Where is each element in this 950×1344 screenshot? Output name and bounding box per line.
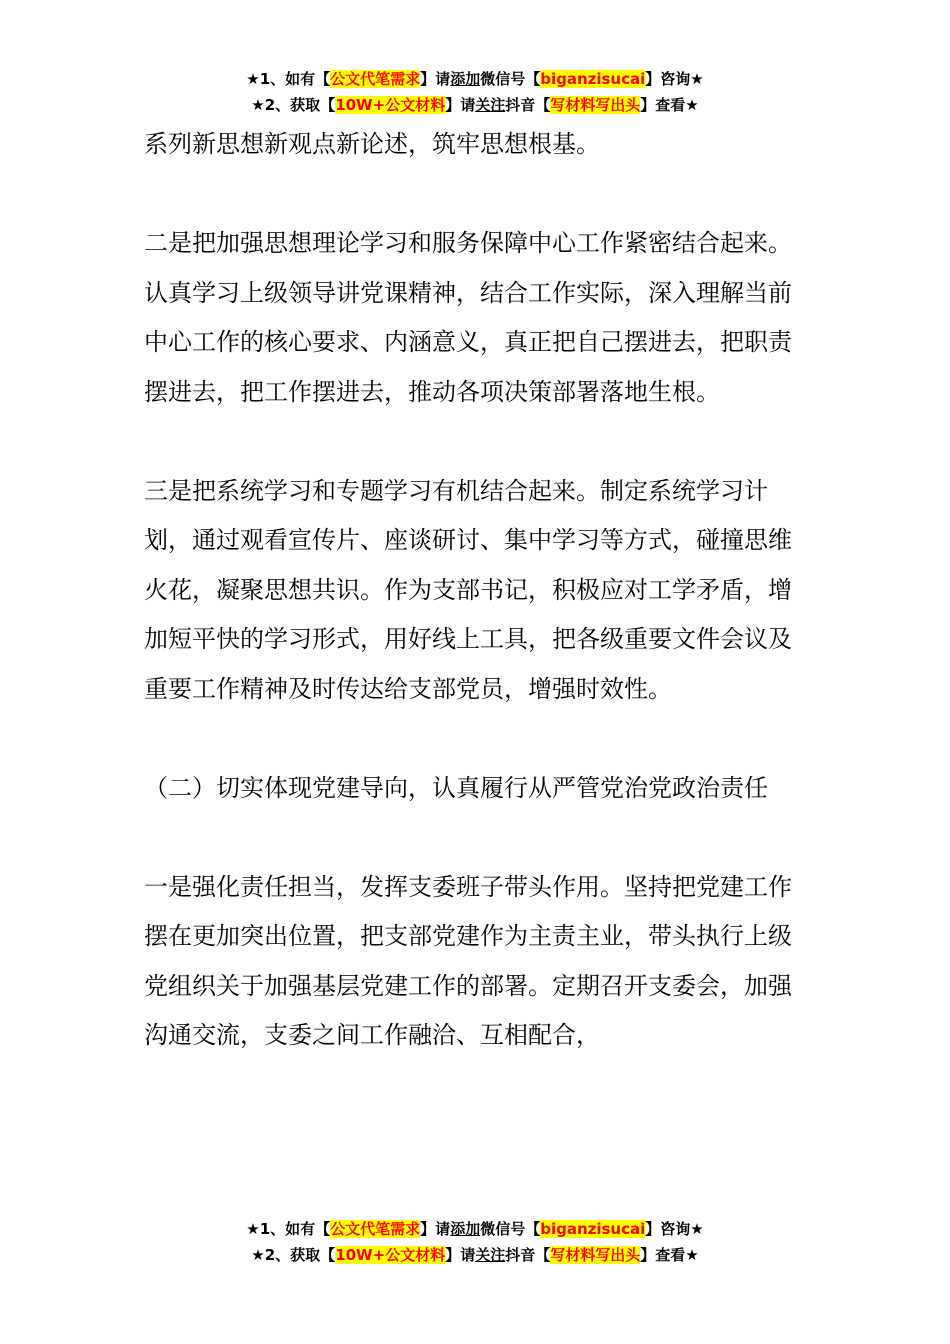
banner-highlight: 写材料写出头 <box>550 96 641 114</box>
banner-line-2 <box>0 92 950 118</box>
banner-highlight: 10W+公文材料 <box>335 1246 446 1264</box>
banner-text: 】请 <box>445 96 476 114</box>
banner-highlight: biganzisucai <box>540 70 646 88</box>
banner-underlined: 关注 <box>475 1246 506 1264</box>
banner-text: ★2、获取【 <box>251 96 336 114</box>
section-heading: （二）切实体现党建导向，认真履行从严管党治党政治责任 <box>144 773 768 802</box>
banner-text: 】查看★ <box>640 96 699 114</box>
banner-text: 】请 <box>420 70 451 88</box>
banner-highlight: 写材料写出头 <box>550 1246 641 1264</box>
banner-text: 微信号【 <box>480 70 541 88</box>
header-banner <box>0 66 950 118</box>
paragraph: 二是把加强思想理论学习和服务保障中心工作紧密结合起来。认真学习上级领导讲党课精神，结合工作实际，深入理解当前中心工作的核心要求、内涵意义，真正把自己摆进去，把职责摆进去，把工作摆进去，推动各项决策部署落地生根。 <box>144 229 792 406</box>
banner-text: 微信号【 <box>480 1220 541 1238</box>
banner-text: 】查看★ <box>640 1246 699 1264</box>
banner-line-2 <box>0 1242 950 1268</box>
banner-highlight: 10W+公文材料 <box>335 96 446 114</box>
banner-text: 】请 <box>420 1220 451 1238</box>
banner-text: 】咨询★ <box>645 70 704 88</box>
paragraph: 系列新思想新观点新论述，筑牢思想根基。 <box>144 130 600 158</box>
document-body <box>144 120 809 1061</box>
banner-line-1 <box>0 66 950 92</box>
banner-highlight: biganzisucai <box>540 1220 646 1238</box>
banner-highlight: 公文代笔需求 <box>330 70 421 88</box>
banner-text: 】咨询★ <box>645 1220 704 1238</box>
banner-highlight: 公文代笔需求 <box>330 1220 421 1238</box>
banner-underlined: 关注 <box>475 96 506 114</box>
banner-text: ★2、获取【 <box>251 1246 336 1264</box>
paragraph: 三是把系统学习和专题学习有机结合起来。制定系统学习计划，通过观看宣传片、座谈研讨、集中学习等方式，碰撞思维火花，凝聚思想共识。作为支部书记，积极应对工学矛盾，增加短平快的学习形式，用好线上工具，把各级重要文件会议及重要工作精神及时传达给支部党员，增强时效性。 <box>144 476 792 703</box>
banner-text: ★1、如有【 <box>246 1220 331 1238</box>
banner-text: ★1、如有【 <box>246 70 331 88</box>
banner-underlined: 添加 <box>450 70 481 88</box>
banner-line-1 <box>0 1216 950 1242</box>
banner-text: 】请 <box>445 1246 476 1264</box>
banner-text: 抖音【 <box>505 1246 551 1264</box>
banner-underlined: 添加 <box>450 1220 481 1238</box>
paragraph: 一是强化责任担当，发挥支委班子带头作用。坚持把党建工作摆在更加突出位置，把支部党建作为主责主业，带头执行上级党组织关于加强基层党建工作的部署。定期召开支委会，加强沟通交流，支委之间工作融洽、互相配合， <box>144 872 792 1049</box>
footer-banner <box>0 1216 950 1268</box>
banner-text: 抖音【 <box>505 96 551 114</box>
